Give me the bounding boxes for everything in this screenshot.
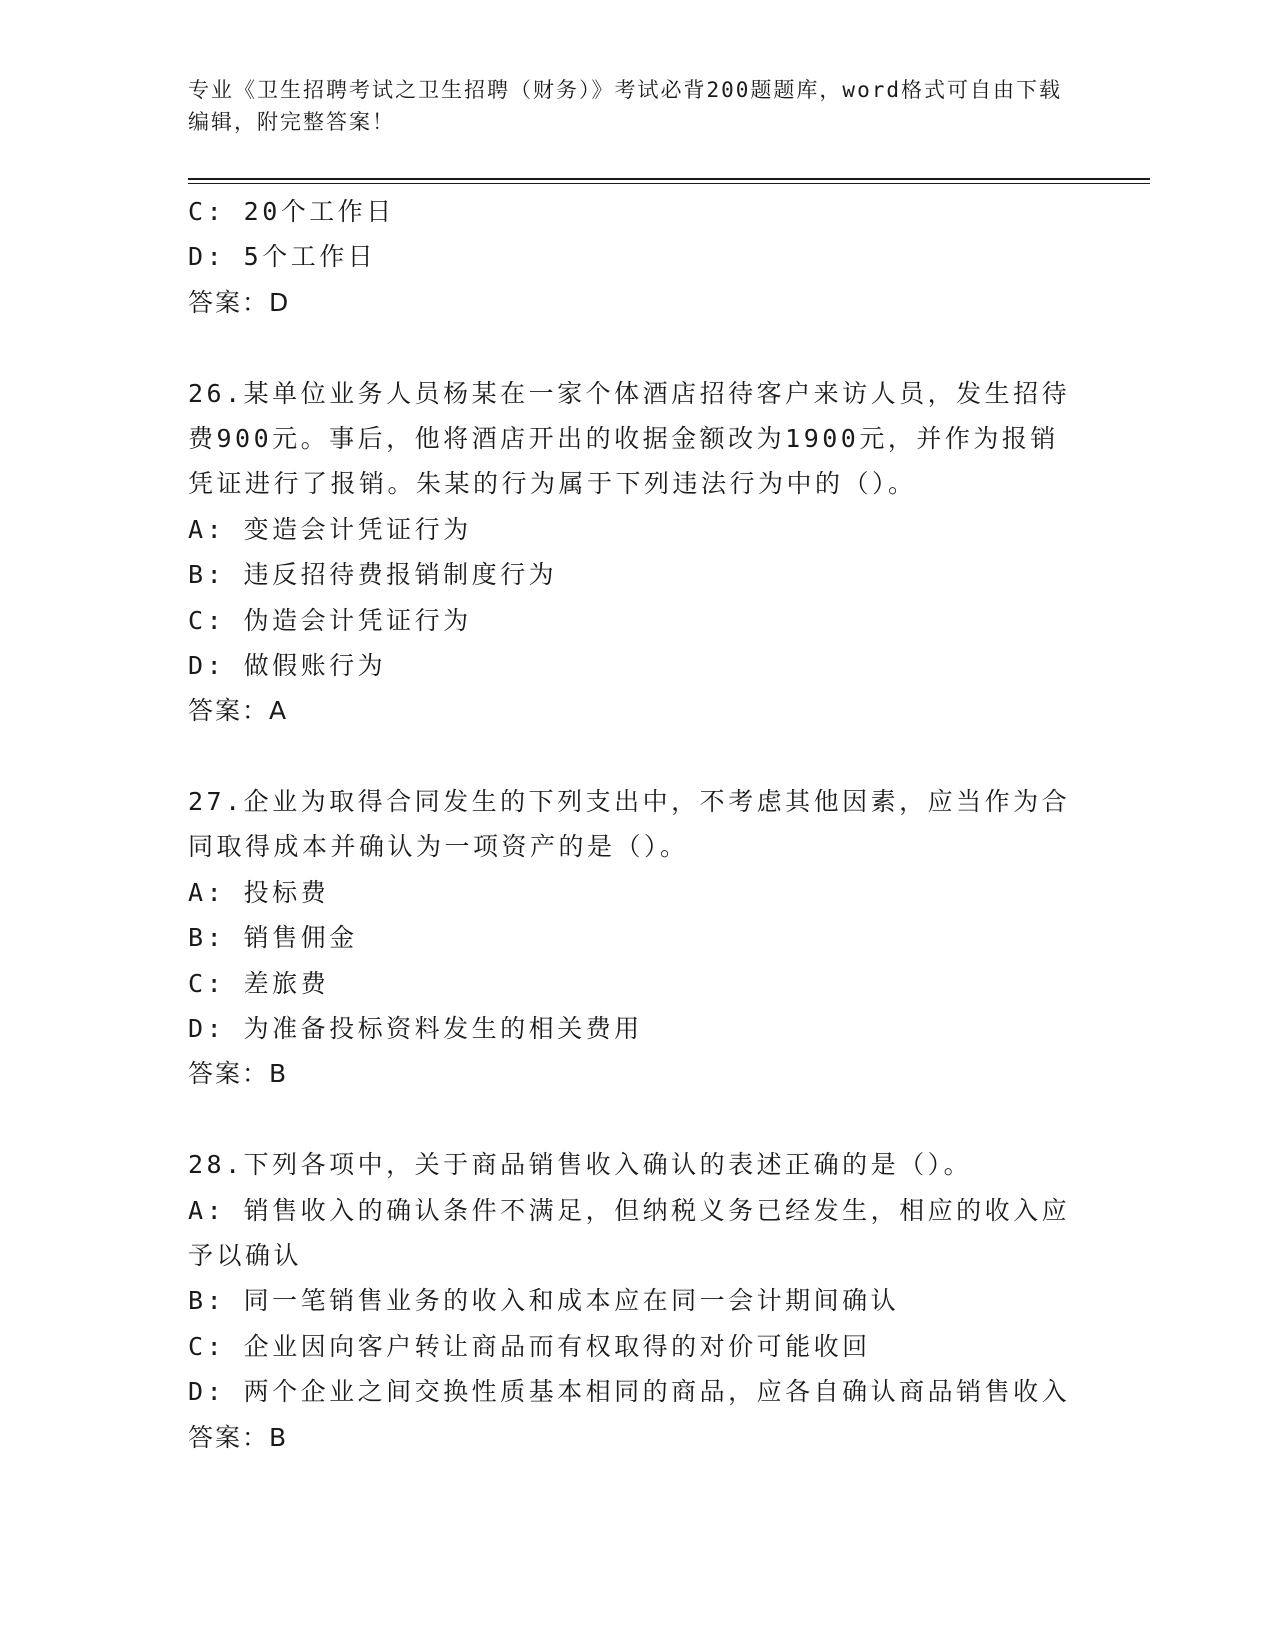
header-rule-thick: [188, 178, 1150, 180]
question-stem-line: 同取得成本并确认为一项资产的是（）。: [188, 832, 689, 862]
option-label: D: [188, 1014, 207, 1044]
answer-line: [188, 280, 1068, 325]
answer-label: 答案：: [188, 696, 270, 726]
answer-line: [188, 688, 1068, 733]
option-text: 为准备投标资料发生的相关费用: [243, 1014, 643, 1044]
answer-value: B: [269, 1059, 289, 1089]
option-label: B: [188, 1286, 207, 1316]
option-text: 违反招待费报销制度行为: [243, 560, 558, 590]
option-label: D: [188, 1377, 207, 1407]
option-c: C: 20个工作日: [188, 197, 395, 226]
option-d: D: 做假账行为: [188, 650, 387, 680]
answer-line: [188, 1051, 1068, 1096]
question-stem: 企业为取得合同发生的下列支出中，不考虑其他因素，应当作为合: [243, 787, 1071, 817]
question-stem-line: 凭证进行了报销。朱某的行为属于下列违法行为中的（）。: [188, 469, 917, 499]
answer-label: 答案：: [188, 1422, 270, 1452]
option-d: D: 两个企业之间交换性质基本相同的商品，应各自确认商品销售收入: [188, 1377, 1071, 1407]
option-label: A: [188, 514, 207, 544]
header-rule-thin: [188, 183, 1150, 184]
option-a-continued: 予以确认: [188, 1240, 303, 1270]
answer-label: 答案：: [188, 287, 270, 317]
option-b: B: 同一笔销售业务的收入和成本应在同一会计期间确认: [188, 1286, 900, 1316]
option-label: C: [188, 605, 207, 635]
option-text: 变造会计凭证行为: [243, 514, 472, 544]
option-text: 差旅费: [243, 968, 330, 998]
option-text: 两个企业之间交换性质基本相同的商品，应各自确认商品销售收入: [243, 1377, 1071, 1407]
option-d: D: 5个工作日: [188, 242, 377, 272]
option-text: 销售佣金: [243, 923, 358, 953]
answer-value: B: [269, 1422, 289, 1452]
option-text: 伪造会计凭证行为: [243, 605, 472, 635]
answer-line: [188, 1415, 1068, 1460]
option-c: C: 企业因向客户转让商品而有权取得的对价可能收回: [188, 1331, 871, 1361]
option-label: D: [188, 650, 207, 680]
option-c: C: 差旅费: [188, 968, 330, 998]
option-text: 投标费: [243, 877, 330, 907]
option-a: A: 投标费: [188, 877, 330, 907]
option-b: B: 违反招待费报销制度行为: [188, 560, 558, 590]
option-text: 5个工作日: [243, 242, 377, 272]
question-stem-line: 费900元。事后，他将酒店开出的收据金额改为1900元，并作为报销: [188, 423, 1059, 453]
option-c: C: 伪造会计凭证行为: [188, 605, 472, 635]
option-text: 销售收入的确认条件不满足，但纳税义务已经发生，相应的收入应: [243, 1195, 1071, 1225]
option-b: B: 销售佣金: [188, 923, 358, 953]
option-text: 20个工作日: [243, 197, 395, 226]
option-a: A: 变造会计凭证行为: [188, 514, 472, 544]
question-number: 28.: [188, 1150, 244, 1180]
question-stem-line: [188, 371, 1071, 416]
document-header: 专业《卫生招聘考试之卫生招聘（财务）》考试必背200题题库，word格式可自由下载编辑，附完整答案！: [188, 78, 1062, 134]
option-label: D: [188, 242, 207, 272]
option-label: C: [188, 1331, 207, 1361]
question-list: [188, 189, 1071, 1460]
question-stem-line: [188, 1142, 1068, 1187]
question-number: 26.: [188, 378, 244, 408]
answer-value: A: [269, 696, 289, 726]
option-label: B: [188, 560, 207, 590]
question-stem: 某单位业务人员杨某在一家个体酒店招待客户来访人员，发生招待: [243, 378, 1071, 408]
option-text: 同一笔销售业务的收入和成本应在同一会计期间确认: [243, 1286, 900, 1316]
option-label: C: [188, 968, 207, 998]
option-label: A: [188, 1195, 207, 1225]
option-text: 企业因向客户转让商品而有权取得的对价可能收回: [243, 1331, 871, 1361]
question-stem-line: [188, 779, 1071, 824]
option-text: 做假账行为: [243, 650, 387, 680]
option-a: A: 销售收入的确认条件不满足，但纳税义务已经发生，相应的收入应: [188, 1195, 1071, 1225]
option-label: B: [188, 923, 207, 953]
answer-value: D: [269, 287, 291, 317]
option-label: C: [188, 197, 207, 226]
answer-label: 答案：: [188, 1059, 270, 1089]
question-stem: 下列各项中，关于商品销售收入确认的表述正确的是（）。: [243, 1150, 973, 1180]
option-d: D: 为准备投标资料发生的相关费用: [188, 1014, 643, 1044]
question-number: 27.: [188, 787, 244, 817]
option-label: A: [188, 877, 207, 907]
